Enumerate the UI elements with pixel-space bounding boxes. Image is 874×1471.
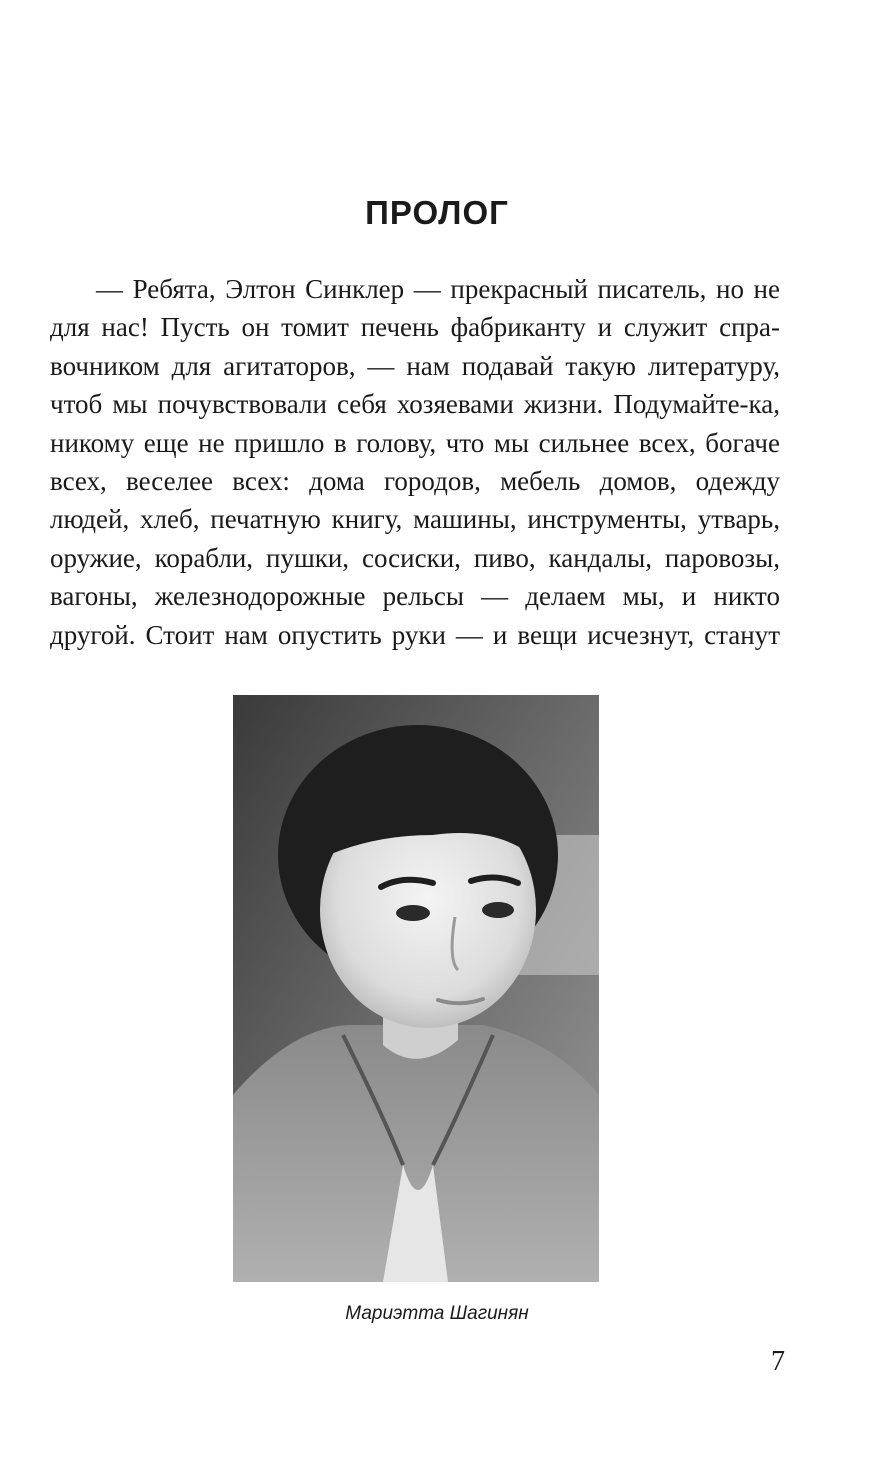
text-line: чтоб мы почувствовали себя хозяевами жизни. Подумайте-ка, xyxy=(50,389,780,420)
page-number: 7 xyxy=(771,1346,785,1377)
text-line: никому еще не пришло в голову, что мы сильнее всех, богаче xyxy=(50,427,780,458)
portrait-photo xyxy=(233,695,599,1282)
portrait-photo-icon xyxy=(233,695,599,1282)
page-title: ПРОЛОГ xyxy=(365,194,509,231)
photo-caption: Мариэтта Шагинян xyxy=(345,1303,529,1324)
text-line: другой. Стоит нам опустить руки — и вещи исчезнут, станут xyxy=(50,619,780,650)
text-line: для нас! Пусть он томит печень фабриканту и служит спра- xyxy=(50,312,780,343)
text-line: оружие, корабли, пушки, сосиски, пиво, кандалы, паровозы, xyxy=(50,542,780,573)
text-line: — Ребята, Элтон Синклер — прекрасный писатель, но не xyxy=(96,274,780,304)
text-line: людей, хлеб, печатную книгу, машины, инструменты, утварь, xyxy=(50,504,780,535)
text-line: вочником для агитаторов, — нам подавай такую литературу, xyxy=(50,350,780,381)
body-text xyxy=(50,270,780,654)
text-line: вагоны, железнодорожные рельсы — делаем мы, и никто xyxy=(50,581,780,612)
text-line: всех, веселее всех: дома городов, мебель домов, одежду xyxy=(50,465,780,496)
